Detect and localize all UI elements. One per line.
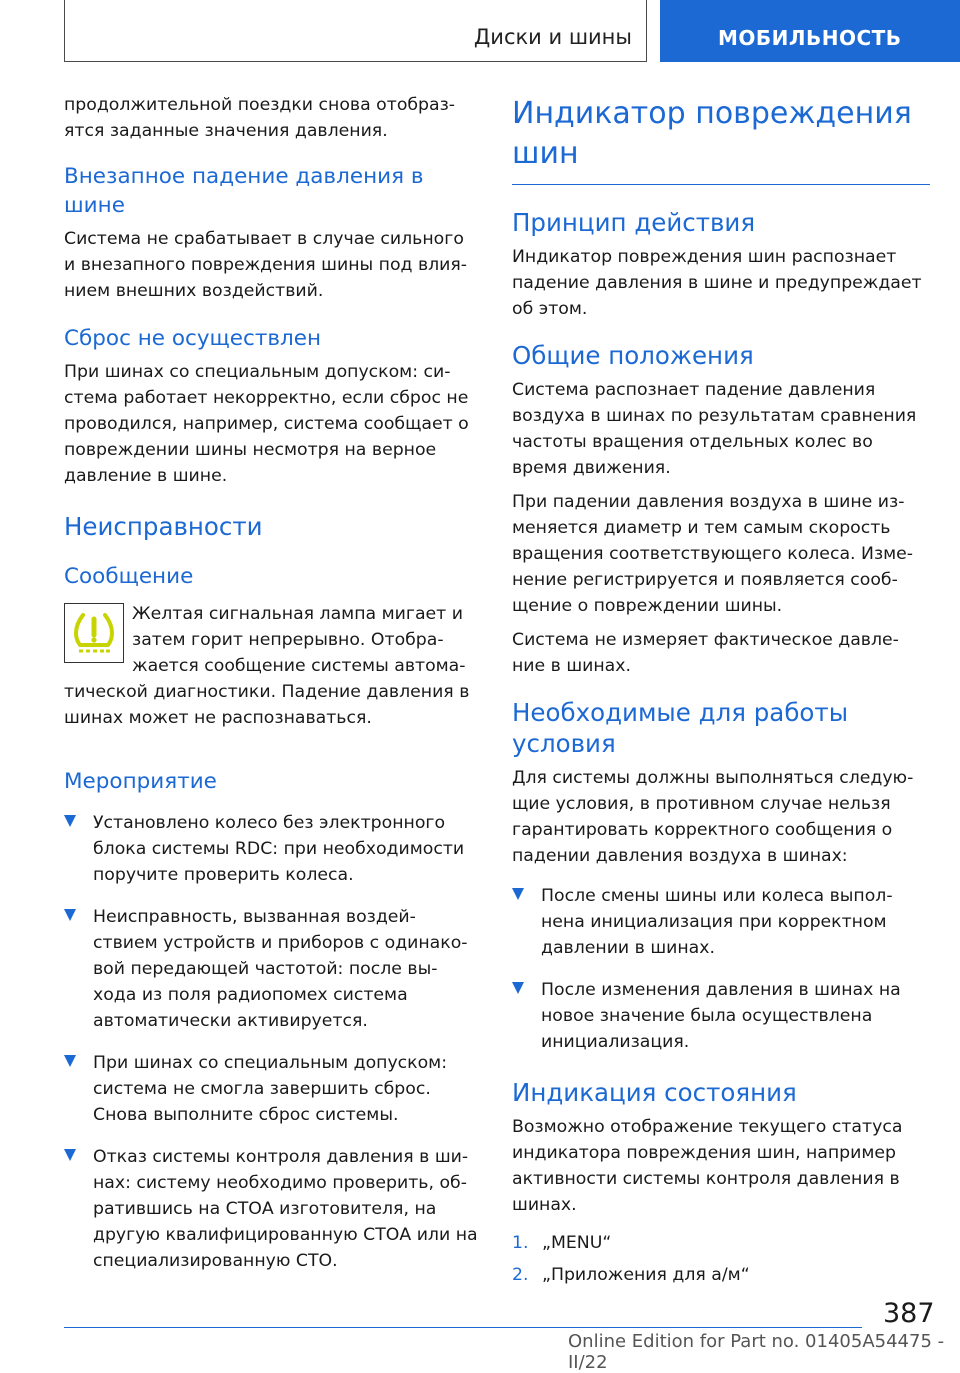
list-item: Неисправность, вызванная воздей-ствием устройств и приборов с одинако-вой передающей частотой: после вы-хода из поля радиопомех система автоматически активируется. <box>64 904 478 1034</box>
triangle-bullet-icon <box>512 888 524 900</box>
heading-general: Общие положения <box>512 341 754 370</box>
triangle-bullet-icon <box>64 1055 76 1067</box>
heading-measure: Мероприятие <box>64 769 217 794</box>
paragraph-reset: При шинах со специальным допуском: си-стема работает некорректно, если сброс не проводился, например, система сообщает о повреждении шины несмотря на верное давление в шине. <box>64 362 469 486</box>
list-item: После смены шины или колеса выпол-нена инициализация при корректном давлении в шинах. <box>512 883 930 961</box>
footer-edition: Online Edition for Part no. 01405A54475 - II/22 <box>568 1331 945 1373</box>
header-section-title: Диски и шины <box>473 25 632 49</box>
heading-conditions: Необходимые для работы условия <box>512 698 849 758</box>
left-column <box>64 92 478 1290</box>
header-category-label: МОБИЛЬНОСТЬ <box>718 26 902 50</box>
heading-status: Индикация состояния <box>512 1078 797 1107</box>
paragraph-message: Желтая сигнальная лампа мигает и затем горит непрерывно. Отобра-жается сообщение системы автома-тической диагностики. Падение давления в шинах может не распознаваться. <box>64 604 470 728</box>
paragraph-general-3: Система не измеряет фактическое давле-ние в шинах. <box>512 630 899 676</box>
header-section-box <box>64 0 647 62</box>
paragraph-status: Возможно отображение текущего статуса индикатора повреждения шин, например активности системы контроля давления в шинах. <box>512 1117 903 1215</box>
heading-reset-not-done: Сброс не осуществлен <box>64 326 322 351</box>
message-block <box>64 601 478 731</box>
conditions-list <box>512 883 930 1055</box>
page-title: Индикатор повреждения шин <box>512 96 912 171</box>
paragraph-general-1: Система распознает падение давления воздуха в шинах по результатам сравнения частоты вращения отдельных колес во время движения. <box>512 380 917 478</box>
header-category-tab <box>660 0 960 62</box>
heading-sudden-pressure-drop: Внезапное падение давления в шине <box>64 164 424 218</box>
paragraph-conditions: Для системы должны выполняться следую-щие условия, в противном случае нельзя гарантировать корректного сообщения о падении давления воздуха в шинах: <box>512 768 914 866</box>
steps-list <box>512 1230 930 1288</box>
footer-divider <box>64 1327 862 1328</box>
main-heading-block <box>512 94 930 185</box>
list-item: Установлено колесо без электронного блока системы RDC: при необходимости поручите проверить колеса. <box>64 810 478 888</box>
list-item: При шинах со специальным допуском: система не смогла завершить сброс. Снова выполните сброс системы. <box>64 1050 478 1128</box>
paragraph-continuation: продолжительной поездки снова отобраз-ятся заданные значения давления. <box>64 95 456 141</box>
measure-list <box>64 810 478 1274</box>
list-item: 1. „MENU“ <box>512 1233 612 1253</box>
list-item: 2. „Приложения для а/м“ <box>512 1265 750 1285</box>
heading-malfunctions: Неисправности <box>64 512 263 541</box>
paragraph-principle: Индикатор повреждения шин распознает падение давления в шине и предупреждает об этом. <box>512 247 922 319</box>
list-item: После изменения давления в шинах на новое значение была осуществлена инициализация. <box>512 977 930 1055</box>
triangle-bullet-icon <box>512 982 524 994</box>
triangle-bullet-icon <box>64 815 76 827</box>
paragraph-general-2: При падении давления воздуха в шине из-меняется диаметр и тем самым скорость вращения соответствующего колеса. Изме-нение регистрируется и появляется сооб-щение о повреждении шины. <box>512 492 914 616</box>
heading-message: Сообщение <box>64 564 194 589</box>
page-number: 387 <box>883 1298 935 1329</box>
list-item: Отказ системы контроля давления в ши-нах: систему необходимо проверить, об-ратившись на СТОА изготовителя, на другую квалифицированную СТОА или на специализированную СТО. <box>64 1144 478 1274</box>
tire-pressure-warning-icon <box>64 603 124 663</box>
heading-principle: Принцип действия <box>512 208 756 237</box>
triangle-bullet-icon <box>64 1149 76 1161</box>
paragraph-sudden: Система не срабатывает в случае сильного и внезапного повреждения шины под влия-нием внешних воздействий. <box>64 229 468 301</box>
right-column <box>512 92 930 1294</box>
triangle-bullet-icon <box>64 909 76 921</box>
